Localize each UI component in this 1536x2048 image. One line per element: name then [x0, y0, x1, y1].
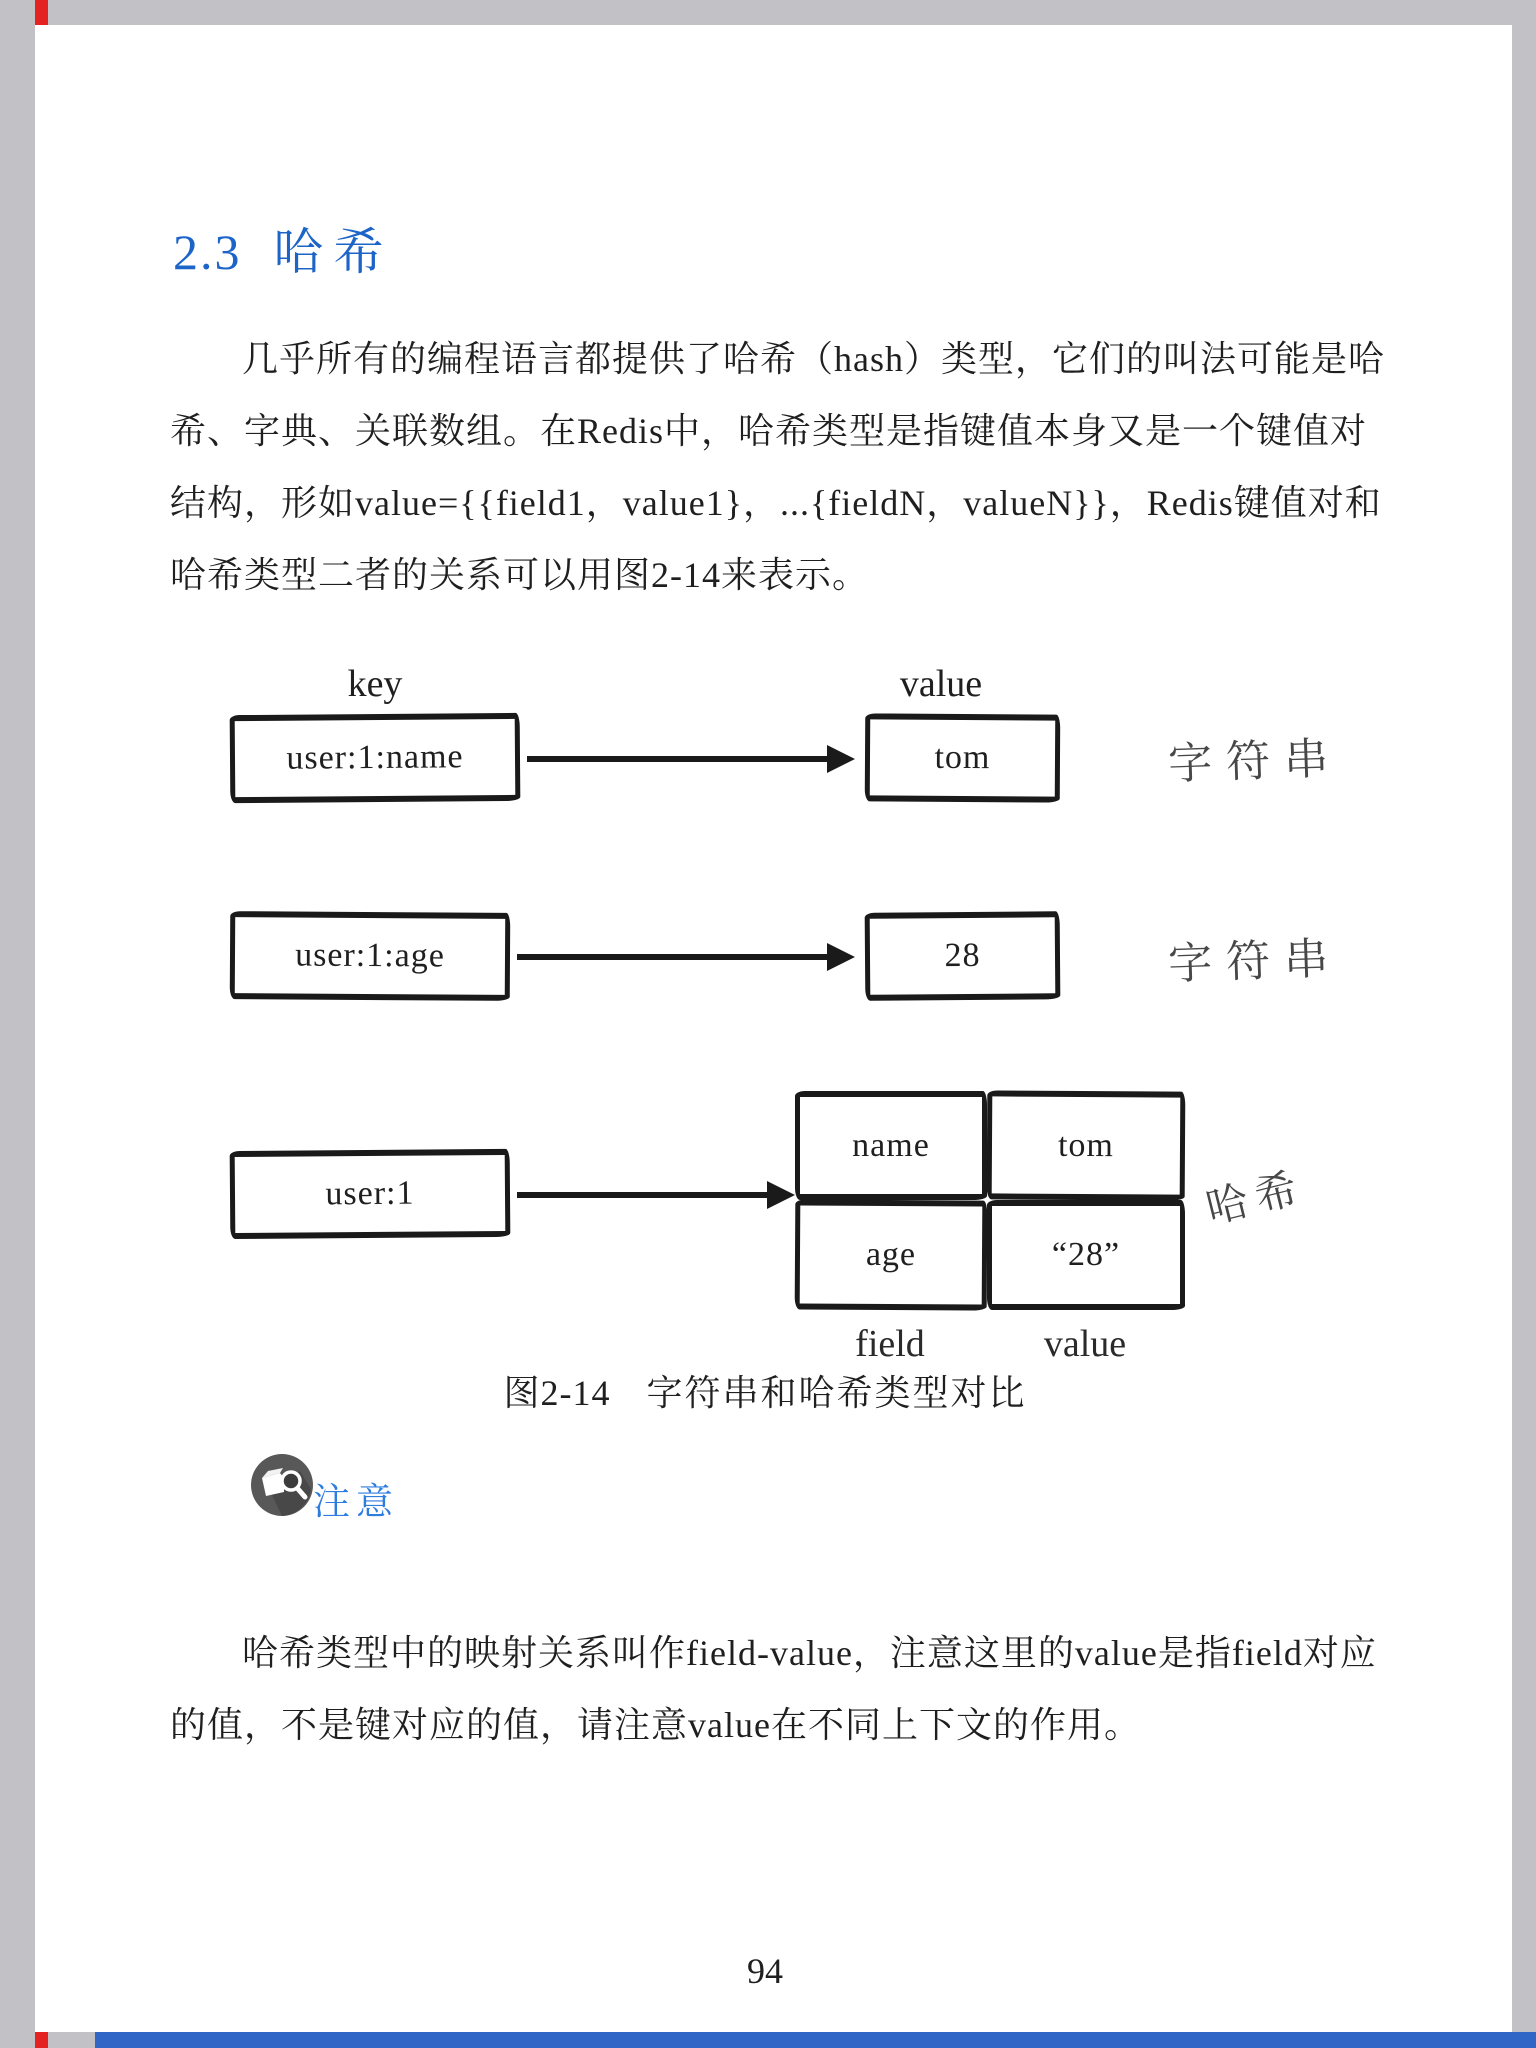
- arrow-right-icon: [517, 943, 855, 971]
- key-column-header: key: [347, 663, 403, 705]
- section-title: 哈希: [273, 224, 394, 280]
- type-label-string-1: 字符串: [1167, 733, 1343, 790]
- type-label-hash: 哈希: [1201, 1164, 1311, 1234]
- value-box: [865, 911, 1061, 1001]
- key-box-label: user:1:age: [295, 936, 445, 975]
- value-column-header: value: [899, 663, 983, 705]
- key-box-label: user:1: [325, 1174, 415, 1213]
- hash-table-cell-field: [795, 1091, 987, 1200]
- book-page: [35, 25, 1512, 2032]
- key-box: [230, 713, 521, 803]
- key-box-label: user:1:name: [286, 738, 464, 777]
- value-sublabel: value: [1043, 1323, 1127, 1365]
- cell-label: “28”: [1051, 1236, 1121, 1273]
- note-magnifier-icon: [248, 1451, 316, 1519]
- figure-caption: [170, 1365, 1360, 1416]
- paragraph-line: 的值，不是键对应的值，请注意value在不同上下文的作用。: [170, 1705, 1141, 1745]
- value-box-label: 28: [944, 936, 981, 975]
- value-box: [865, 713, 1061, 802]
- blue-bottom-bar: [95, 2032, 1536, 2048]
- hash-table-cell-field: [795, 1199, 988, 1310]
- figure-caption-title: 字符串和哈希类型对比: [646, 1373, 1027, 1413]
- cell-label: name: [852, 1126, 930, 1164]
- page-number: 94: [747, 1951, 783, 1991]
- hash-table-cell-value: [987, 1200, 1185, 1310]
- arrow-right-icon: [527, 745, 855, 773]
- section-number: 2.3: [173, 224, 242, 280]
- field-sublabel: field: [855, 1323, 925, 1365]
- cell-label: tom: [1057, 1126, 1115, 1164]
- paragraph-line: 哈希类型中的映射关系叫作field-value，注意这里的value是指field对应: [242, 1633, 1377, 1673]
- paragraph-line: 哈希类型二者的关系可以用图2-14来表示。: [170, 555, 869, 595]
- note-label: 注意: [313, 1482, 399, 1523]
- arrow-right-icon: [517, 1181, 795, 1209]
- figure-caption-label: 图2-14: [503, 1373, 611, 1413]
- key-box: [230, 911, 511, 1001]
- red-edge-strip-top: [35, 0, 48, 25]
- paragraph-line: 希、字典、关联数组。在Redis中，哈希类型是指键值本身又是一个键值对: [170, 411, 1368, 451]
- paragraph-line: 几乎所有的编程语言都提供了哈希（hash）类型，它们的叫法可能是哈: [242, 339, 1385, 379]
- key-box: [230, 1149, 511, 1239]
- section-heading: [173, 222, 394, 282]
- red-edge-strip-bottom: [35, 2032, 48, 2048]
- type-label-string-2: 字符串: [1167, 933, 1343, 990]
- cell-label: age: [865, 1235, 917, 1274]
- hash-table-cell-value: [987, 1090, 1186, 1200]
- value-box-label: tom: [934, 738, 991, 777]
- paragraph-line: 结构，形如value={{field1，value1}，...{fieldN，valueN}}，Redis键值对和: [170, 483, 1382, 523]
